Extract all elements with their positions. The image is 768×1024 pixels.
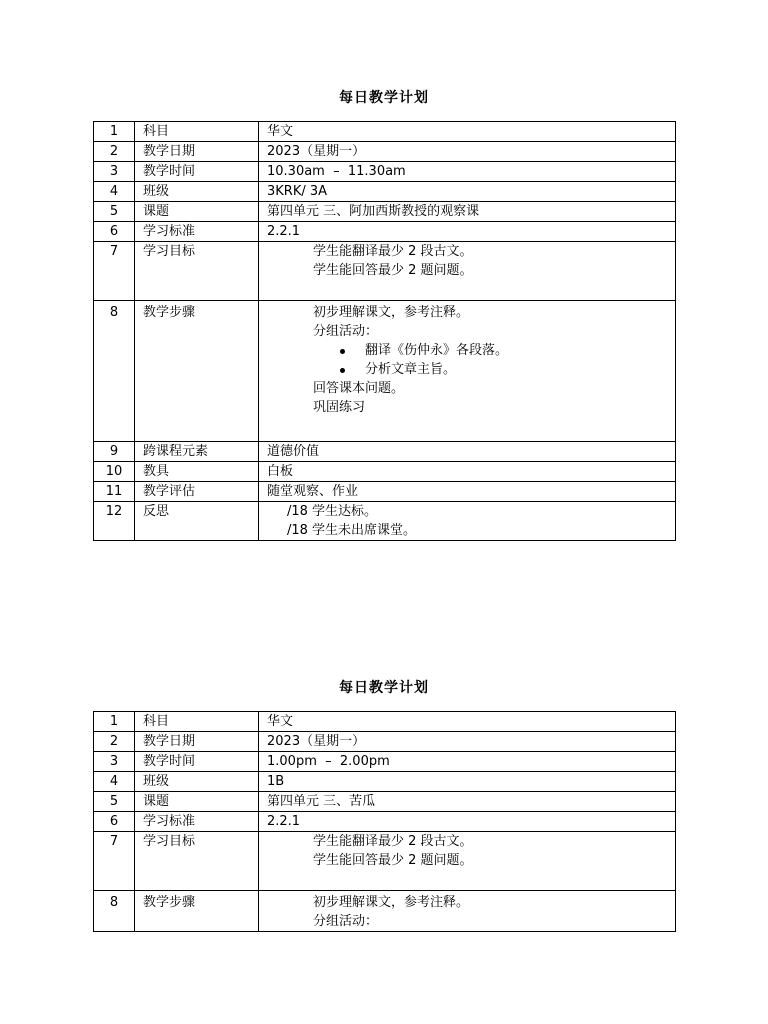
- table-row: [94, 301, 676, 442]
- row-value: 华文: [259, 712, 676, 732]
- row-number: 5: [94, 792, 135, 812]
- row-label: 反思: [135, 502, 259, 541]
- table-row: [94, 772, 676, 792]
- row-number: 6: [94, 222, 135, 242]
- row-number: 7: [94, 242, 135, 301]
- table-row: [94, 182, 676, 202]
- row-number: 12: [94, 502, 135, 541]
- row-number: 2: [94, 732, 135, 752]
- row-number: 7: [94, 832, 135, 891]
- row-label: 教学步骤: [135, 301, 259, 442]
- row-value: 华文: [259, 122, 676, 142]
- row-label: 教学日期: [135, 142, 259, 162]
- row-value: 1.00pm – 2.00pm: [259, 752, 676, 772]
- objective-line: 学生能翻译最少 2 段古文。: [313, 834, 473, 849]
- row-value: [259, 891, 676, 932]
- objective-line: 学生能回答最少 2 题问题。: [313, 853, 473, 868]
- table-row: [94, 242, 676, 301]
- row-number: 8: [94, 301, 135, 442]
- row-value: 2.2.1: [259, 812, 676, 832]
- row-label: 班级: [135, 182, 259, 202]
- plan-title: 每日教学计划: [339, 680, 429, 696]
- row-label: 教学评估: [135, 482, 259, 502]
- reflection-line: /18 学生达标。: [287, 504, 378, 519]
- table-row: [94, 462, 676, 482]
- table-row: [94, 732, 676, 752]
- table-row: [94, 202, 676, 222]
- row-number: 2: [94, 142, 135, 162]
- step-line: 分组活动：: [313, 914, 379, 929]
- table-row: [94, 482, 676, 502]
- row-value: 2.2.1: [259, 222, 676, 242]
- step-line: 巩固练习: [313, 400, 366, 415]
- row-value: 1B: [259, 772, 676, 792]
- row-value: 3KRK/ 3A: [259, 182, 676, 202]
- row-number: 6: [94, 812, 135, 832]
- row-label: 学习目标: [135, 832, 259, 891]
- row-label: 班级: [135, 772, 259, 792]
- row-label: 教学时间: [135, 162, 259, 182]
- table-row: [94, 142, 676, 162]
- objective-line: 学生能翻译最少 2 段古文。: [313, 244, 473, 259]
- row-label: 学习标准: [135, 222, 259, 242]
- row-label: 教具: [135, 462, 259, 482]
- table-row: [94, 712, 676, 732]
- row-label: 课题: [135, 202, 259, 222]
- row-label: 科目: [135, 122, 259, 142]
- row-label: 教学时间: [135, 752, 259, 772]
- step-line: 回答课本问题。: [313, 381, 405, 396]
- row-value: 2023（星期一）: [259, 732, 676, 752]
- table-row: [94, 162, 676, 182]
- row-value: 道德价值: [259, 442, 676, 462]
- table-row: [94, 442, 676, 462]
- row-value: [259, 502, 676, 541]
- row-value: 10.30am – 11.30am: [259, 162, 676, 182]
- row-label: 课题: [135, 792, 259, 812]
- row-value: [259, 242, 676, 301]
- bullet-item: 翻译《伤仲永》各段落。: [340, 341, 675, 360]
- row-number: 1: [94, 122, 135, 142]
- plan-title: 每日教学计划: [339, 90, 429, 106]
- row-label: 跨课程元素: [135, 442, 259, 462]
- table-row: [94, 891, 676, 932]
- objective-line: 学生能回答最少 2 题问题。: [313, 263, 473, 278]
- row-value: [259, 301, 676, 442]
- step-line: 初步理解课文，参考注释。: [313, 305, 470, 320]
- row-label: 学习目标: [135, 242, 259, 301]
- table-row: [94, 812, 676, 832]
- row-number: 10: [94, 462, 135, 482]
- row-value: 白板: [259, 462, 676, 482]
- table-row: [94, 832, 676, 891]
- step-bullet-list: [267, 341, 675, 379]
- table-row: [94, 222, 676, 242]
- bullet-item: 分析文章主旨。: [340, 360, 675, 379]
- row-value: 第四单元 三、苦瓜: [259, 792, 676, 812]
- row-value: [259, 832, 676, 891]
- step-line: 初步理解课文，参考注释。: [313, 895, 470, 910]
- row-label: 学习标准: [135, 812, 259, 832]
- row-number: 9: [94, 442, 135, 462]
- plan-table: [93, 121, 676, 541]
- row-number: 3: [94, 162, 135, 182]
- row-value: 随堂观察、作业: [259, 482, 676, 502]
- row-label: 教学日期: [135, 732, 259, 752]
- plan-table: [93, 711, 676, 932]
- row-label: 教学步骤: [135, 891, 259, 932]
- table-row: [94, 792, 676, 812]
- reflection-line: /18 学生未出席课堂。: [287, 523, 417, 538]
- table-row: [94, 502, 676, 541]
- row-number: 3: [94, 752, 135, 772]
- row-number: 4: [94, 182, 135, 202]
- row-label: 科目: [135, 712, 259, 732]
- row-number: 8: [94, 891, 135, 932]
- row-number: 4: [94, 772, 135, 792]
- row-value: 第四单元 三、阿加西斯教授的观察课: [259, 202, 676, 222]
- table-row: [94, 122, 676, 142]
- row-value: 2023（星期一）: [259, 142, 676, 162]
- step-line: 分组活动：: [313, 324, 379, 339]
- row-number: 11: [94, 482, 135, 502]
- table-row: [94, 752, 676, 772]
- row-number: 5: [94, 202, 135, 222]
- row-number: 1: [94, 712, 135, 732]
